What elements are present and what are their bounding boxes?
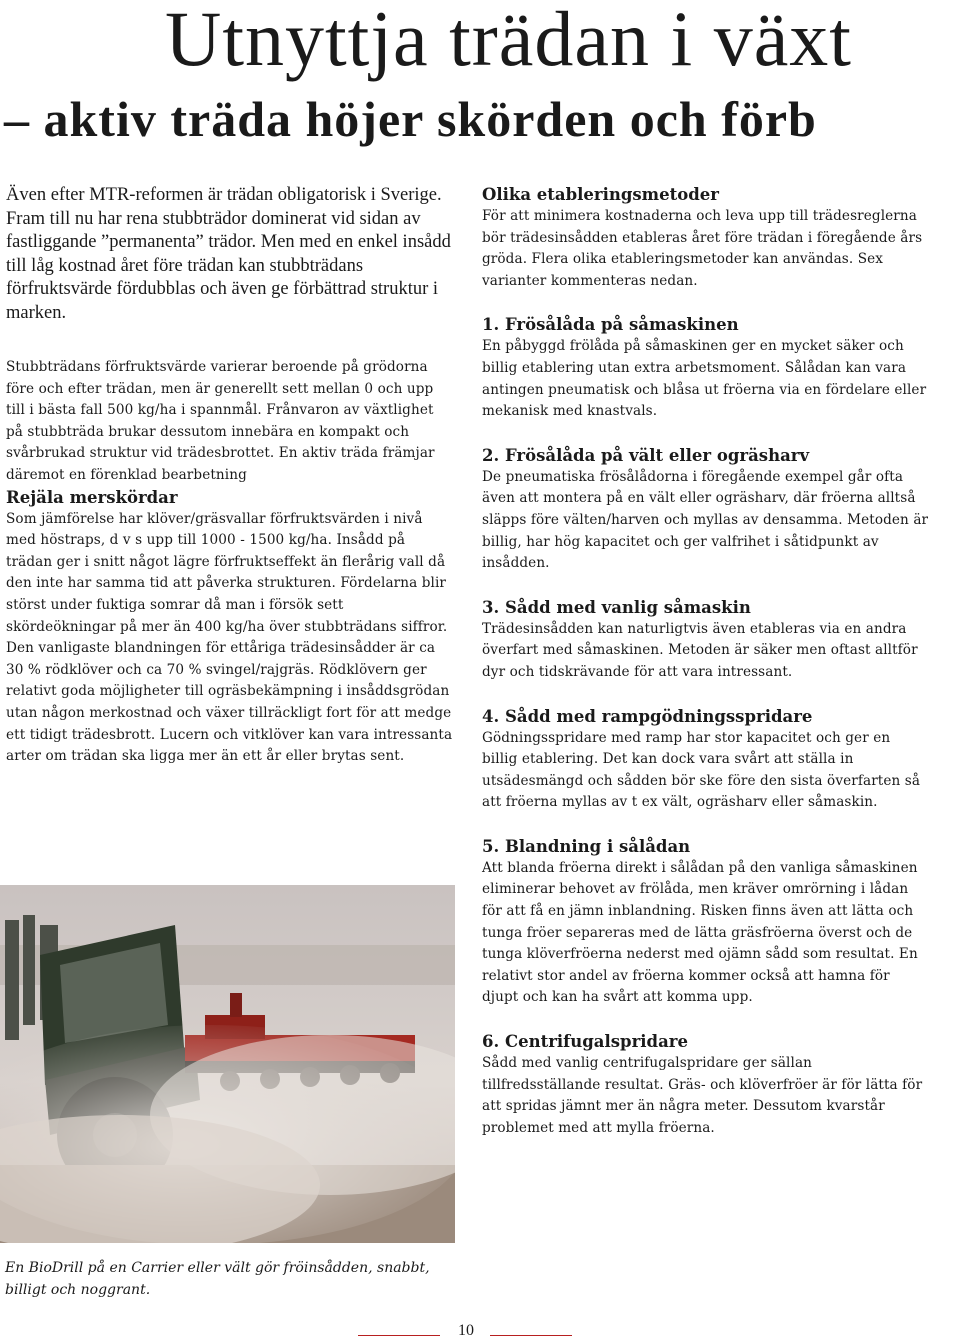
body-paragraph-2: Som jämförelse har klöver/gräsvallar förfruktsvärden i nivå med höstraps, d v s upp till 1000 - 1500 kg/ha. Insådd på trädan ger i snitt något lägre förfruktseffekt än flerårig vall då den inte har samma tid att påverka strukturen. Fördelarna blir störst under fuktiga somrar då man i försök sett skördeökningar på mer än 400 kg/ha över stubbträdans siffror. Den vanligaste blandningen för ettåriga trädesinsådder är ca 30 % rödklöver och ca 70 % svingel/rajgräs. Rödklövern ger relativt goda möjligheter till ogräsbekämpning i insåddsgrödan utan någon merkostnad och växer tillräckligt fort för att medge ett tidigt trädesbrott. Lucern och vitklöver kan vara intressanta arter om trädan ska ligga mer än ett år eller brytas sent. xyxy=(6,510,453,765)
section-2 xyxy=(482,445,930,575)
section-heading-4: 4. Sådd med rampgödningsspridare xyxy=(482,706,813,726)
section-body-intro: För att minimera kostnaderna och leva upp till trädesreglerna bör trädesinsådden etableras året före trädan i föregående års gröda. Flera olika etableringsmetoder kan användas. Sex varianter kommenteras nedan. xyxy=(482,208,923,289)
body-paragraph-1: Stubbträdans förfruktsvärde varierar beroende på grödorna före och efter trädan, men är generellt sett mellan 0 och upp till i bästa fall 500 kg/ha i spannmål. Frånvaron av växtlighet på stubbträda brukar dessutom innebära en kompakt och svårbrukad struktur vid trädesbrottet. En aktiv träda främjar däremot en förenklad bearbetning xyxy=(6,359,435,483)
section-6 xyxy=(482,1031,930,1139)
section-5 xyxy=(482,836,930,1009)
section-3 xyxy=(482,597,930,684)
lead-paragraph: Även efter MTR-reformen är trädan obligatorisk i Sverige. Fram till nu har rena stubbträdor dominerat vid sidan av fastliggande ”permanenta” trädor. Men med en enkel insådd till låg kostnad året före trädan kan stubbträdans förfruktsvärde fördubblas och även ge förbättrad struktur i marken. xyxy=(6,185,451,323)
section-heading-2: 2. Frösålåda på vält eller ogräsharv xyxy=(482,445,810,465)
section-body-6: Sådd med vanlig centrifugalspridare ger sällan tillfredsställande resultat. Gräs- och klöverfröer är för lätta för att spridas jämnt mer än några meter. Dessutom kvarstår problemet med att mylla fröerna. xyxy=(482,1055,923,1136)
tractor-photo xyxy=(0,885,455,1243)
article-title: Utnyttja trädan i växt xyxy=(165,0,852,82)
footer-rule-right xyxy=(490,1335,572,1336)
section-heading-etableringsmetoder: Olika etableringsmetoder xyxy=(482,185,719,204)
section-heading-merskordar: Rejäla merskördar xyxy=(6,487,178,507)
section-body-1: En påbyggd frölåda på såmaskinen ger en mycket säker och billig etablering utan extra arbetsmoment. Sålådan kan vara antingen pneumatisk och blåsa ut fröerna via en fördelare eller mekanisk med knastvals. xyxy=(482,338,927,420)
photo-caption: En BioDrill på en Carrier eller vält gör fröinsådden, snabbt, billigt och noggrant. xyxy=(5,1260,430,1298)
section-body-5: Att blanda fröerna direkt i sålådan på den vanliga såmaskinen eliminerar behovet av frölåda, men kräver omrörning i lådan för att få en jämn inblandning. Risken finns även att lätta och tunga fröer separeras med de lätta gräsfröerna överst och de tunga klöverfröerna nederst med ojämn sådd som resultat. En relativt stor andel av fröerna kommer också att hamna för djupt och kan ha svårt att komma upp. xyxy=(482,859,918,1006)
article-subtitle: – aktiv träda höjer skörden och förb xyxy=(4,91,817,147)
section-heading-3: 3. Sådd med vanlig såmaskin xyxy=(482,597,751,617)
right-column xyxy=(482,184,930,1161)
section-heading-1: 1. Frösålåda på såmaskinen xyxy=(482,315,739,335)
section-1 xyxy=(482,314,930,422)
section-heading-5: 5. Blandning i sålådan xyxy=(482,836,691,856)
footer-rule-left xyxy=(358,1335,440,1336)
section-body-2: De pneumatiska frösålådorna i föregående exempel går ofta även att montera på en vält eller ogräsharv, där fröerna alltså släpps före välten/harven och myllas av densamma. Metoden är billig, har hög kapacitet och ger valfrihet i såtidpunkt av insådden. xyxy=(482,468,929,572)
section-body-4: Gödningsspridare med ramp har stor kapacitet och ger en billig etablering. Det kan dock vara svårt att ställa in utsädesmängd och sådden bör ske före den sista överfarten så att fröerna myllas av t ex vält, ogräsharv eller såmaskin. xyxy=(482,729,921,811)
page-number: 10 xyxy=(458,1322,474,1339)
section-body-3: Trädesinsådden kan naturligtvis även etableras via en andra överfart med såmaskinen. Metoden är säker men oftast alltför dyr och tidskrävande för att vara intressant. xyxy=(482,620,918,680)
section-4 xyxy=(482,706,930,814)
section-heading-6: 6. Centrifugalspridare xyxy=(482,1032,688,1052)
section-intro xyxy=(482,184,930,292)
left-column xyxy=(6,184,454,768)
